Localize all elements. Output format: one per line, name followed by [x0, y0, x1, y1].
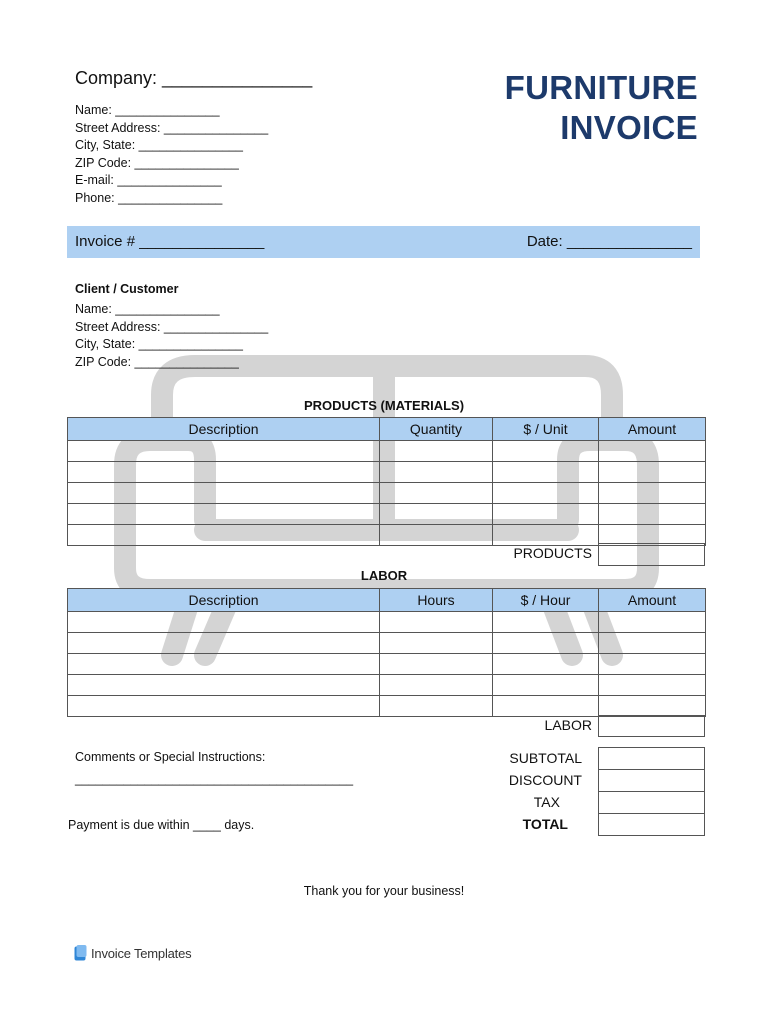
labor-amount-cell[interactable]	[599, 633, 706, 654]
sender-street-field[interactable]: Street Address: _______________	[75, 120, 269, 135]
subtotal-label: SUBTOTAL	[509, 750, 582, 766]
invoice-number-field[interactable]: Invoice # _______________	[75, 233, 265, 250]
sender-name-field[interactable]: Name: _______________	[75, 103, 220, 117]
client-details	[75, 301, 268, 371]
products-col-quantity: Quantity	[380, 418, 493, 441]
product-description-cell[interactable]	[68, 462, 380, 483]
labor-col-hours: Hours	[380, 589, 493, 612]
invoice-date-field[interactable]: Date: _______________	[526, 233, 692, 250]
labor-rate-cell[interactable]	[493, 633, 599, 654]
product-amount-cell[interactable]	[599, 441, 706, 462]
products-header-row	[68, 418, 706, 441]
product-quantity-cell[interactable]	[380, 525, 493, 546]
labor-col-rate: $ / Hour	[493, 589, 599, 612]
products-title: PRODUCTS (MATERIALS)	[303, 398, 465, 413]
labor-rate-cell[interactable]	[493, 612, 599, 633]
sender-email-field[interactable]: E-mail: _______________	[75, 173, 222, 188]
product-unit-price-cell[interactable]	[493, 462, 599, 483]
products-total-label: PRODUCTS	[513, 545, 592, 561]
document-logo-icon	[74, 945, 87, 961]
labor-description-cell[interactable]	[68, 654, 380, 675]
product-quantity-cell[interactable]	[380, 462, 493, 483]
client-zip-field[interactable]: ZIP Code: _______________	[75, 354, 239, 369]
products-table	[67, 417, 706, 546]
total-box[interactable]	[598, 813, 705, 836]
title-line-1: FURNITURE	[504, 69, 698, 106]
sender-phone-field[interactable]: Phone: _______________	[75, 190, 223, 205]
discount-label: DISCOUNT	[508, 772, 582, 788]
labor-hours-cell[interactable]	[380, 696, 493, 717]
labor-table	[67, 588, 706, 717]
labor-col-description: Description	[68, 589, 380, 612]
labor-hours-cell[interactable]	[380, 675, 493, 696]
labor-amount-cell[interactable]	[599, 675, 706, 696]
labor-description-cell[interactable]	[68, 696, 380, 717]
labor-description-cell[interactable]	[68, 675, 380, 696]
labor-amount-cell[interactable]	[599, 696, 706, 717]
client-name-field[interactable]: Name: _______________	[75, 302, 220, 316]
subtotal-box[interactable]	[598, 747, 705, 770]
labor-rate-cell[interactable]	[493, 675, 599, 696]
product-description-cell[interactable]	[68, 441, 380, 462]
brand-footer	[74, 945, 191, 961]
payment-terms[interactable]: Payment is due within ____ days.	[68, 818, 255, 832]
product-quantity-cell[interactable]	[380, 483, 493, 504]
table-row	[68, 462, 706, 483]
sender-details	[75, 102, 268, 208]
product-description-cell[interactable]	[68, 483, 380, 504]
table-row	[68, 504, 706, 525]
thank-you-note: Thank you for your business!	[303, 884, 465, 898]
labor-title: LABOR	[360, 568, 408, 583]
products-col-unit-price: $ / Unit	[493, 418, 599, 441]
products-col-amount: Amount	[599, 418, 706, 441]
product-amount-cell[interactable]	[599, 483, 706, 504]
title-line-2: INVOICE	[560, 109, 698, 146]
labor-hours-cell[interactable]	[380, 654, 493, 675]
products-col-description: Description	[68, 418, 380, 441]
labor-amount-cell[interactable]	[599, 612, 706, 633]
labor-amount-cell[interactable]	[599, 654, 706, 675]
tax-box[interactable]	[598, 791, 705, 814]
products-total-box[interactable]	[598, 543, 705, 566]
total-label: TOTAL	[522, 816, 568, 832]
product-unit-price-cell[interactable]	[493, 525, 599, 546]
comments-label: Comments or Special Instructions:	[75, 750, 266, 764]
company-field[interactable]: Company: _______________	[75, 68, 313, 88]
table-row	[68, 612, 706, 633]
tax-label: TAX	[533, 794, 560, 810]
product-unit-price-cell[interactable]	[493, 504, 599, 525]
product-quantity-cell[interactable]	[380, 504, 493, 525]
product-description-cell[interactable]	[68, 525, 380, 546]
brand-name: Invoice Templates	[91, 945, 192, 961]
labor-rate-cell[interactable]	[493, 696, 599, 717]
client-city-field[interactable]: City, State: _______________	[75, 337, 243, 352]
client-heading: Client / Customer	[75, 282, 179, 296]
product-quantity-cell[interactable]	[380, 441, 493, 462]
sender-city-field[interactable]: City, State: _______________	[75, 138, 243, 153]
table-row	[68, 654, 706, 675]
labor-hours-cell[interactable]	[380, 612, 493, 633]
document-title	[505, 68, 698, 148]
product-unit-price-cell[interactable]	[493, 441, 599, 462]
labor-header-row	[68, 589, 706, 612]
table-row	[68, 483, 706, 504]
table-row	[68, 696, 706, 717]
table-row	[68, 441, 706, 462]
table-row	[68, 675, 706, 696]
product-amount-cell[interactable]	[599, 462, 706, 483]
table-row	[68, 633, 706, 654]
discount-box[interactable]	[598, 769, 705, 792]
labor-description-cell[interactable]	[68, 612, 380, 633]
labor-rate-cell[interactable]	[493, 654, 599, 675]
labor-total-box[interactable]	[598, 715, 705, 737]
product-amount-cell[interactable]	[599, 504, 706, 525]
comments-field[interactable]: ________________________________________	[75, 772, 354, 786]
product-unit-price-cell[interactable]	[493, 483, 599, 504]
product-description-cell[interactable]	[68, 504, 380, 525]
labor-hours-cell[interactable]	[380, 633, 493, 654]
sender-zip-field[interactable]: ZIP Code: _______________	[75, 155, 239, 170]
labor-description-cell[interactable]	[68, 633, 380, 654]
labor-col-amount: Amount	[599, 589, 706, 612]
labor-total-label: LABOR	[544, 717, 592, 733]
invoice-bar	[67, 226, 700, 258]
client-street-field[interactable]: Street Address: _______________	[75, 319, 269, 334]
